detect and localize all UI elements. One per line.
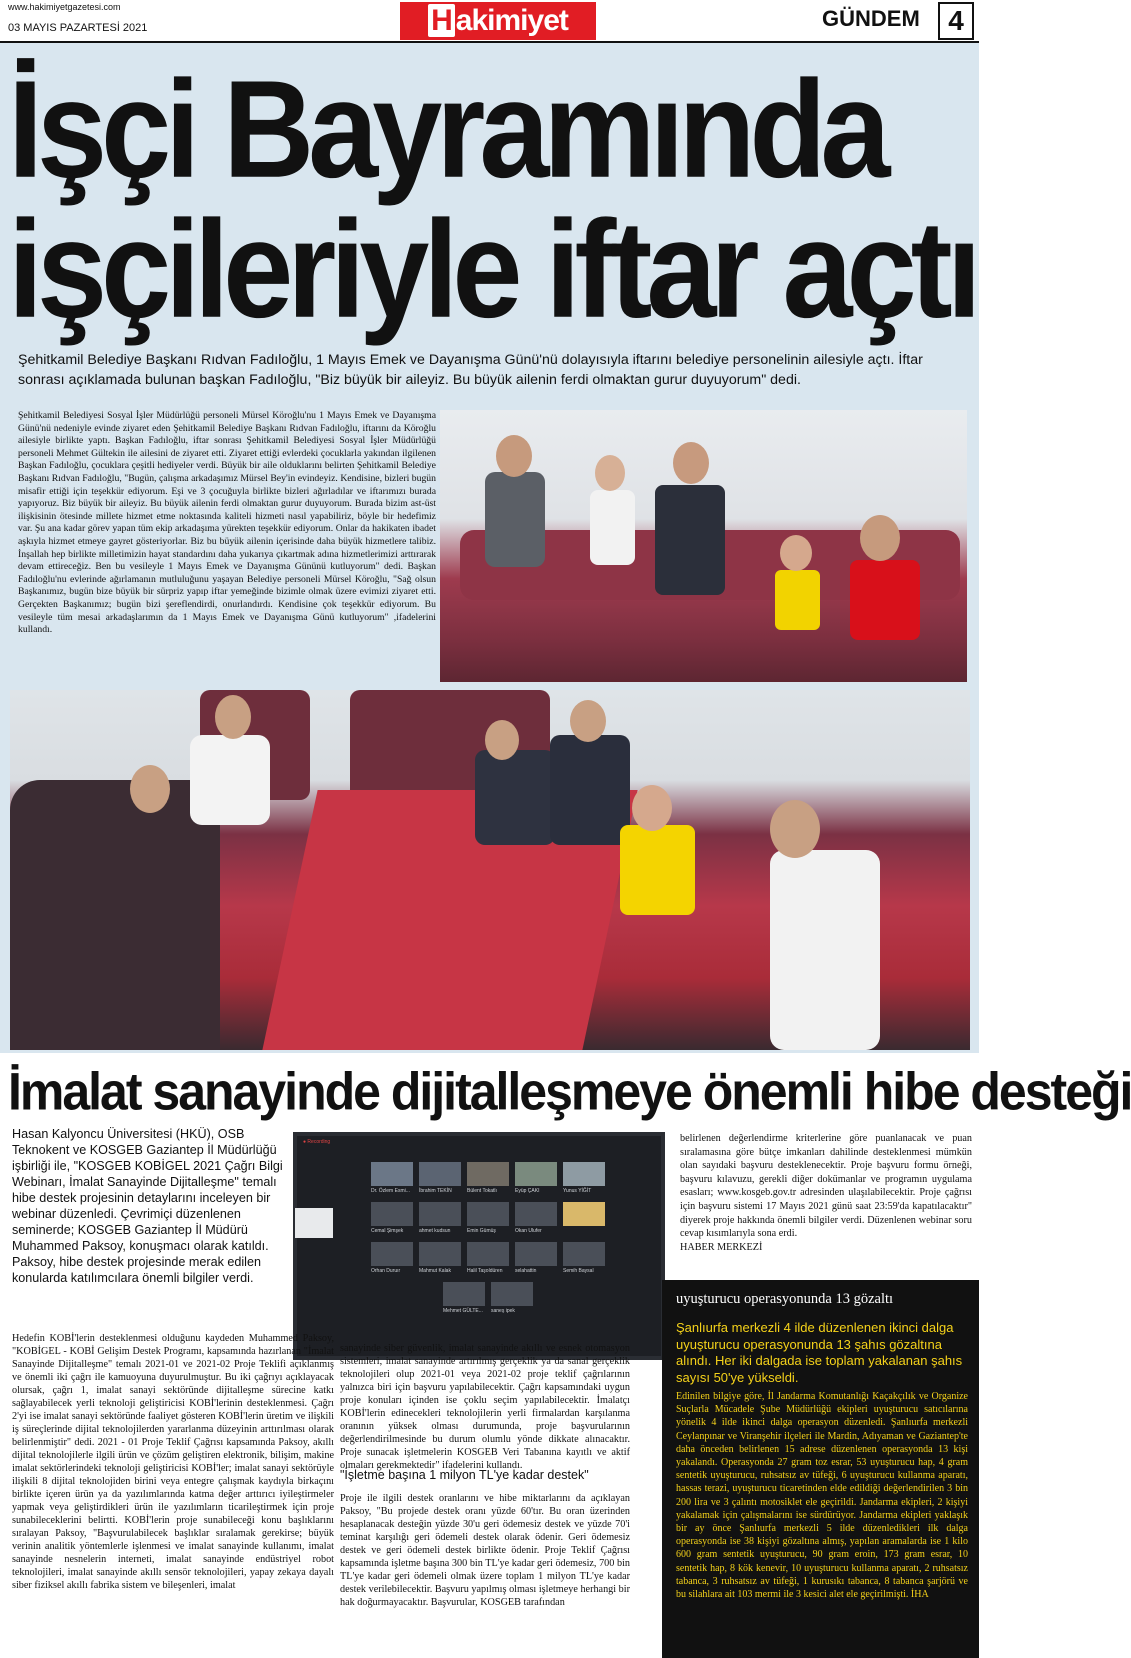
participant-name: Emin Gümüş	[467, 1228, 496, 1234]
participant-name: Okan Ulufer	[515, 1228, 542, 1234]
website-url[interactable]: www.hakimiyetgazetesi.com	[8, 2, 121, 12]
participant-name: Yunus YİĞİT	[563, 1188, 592, 1194]
participant-name: Orhan Duruır	[371, 1268, 401, 1274]
participant-avatar	[563, 1202, 605, 1226]
shared-screen-thumbnail	[295, 1208, 333, 1238]
participant-name: Cemal Şimşek	[371, 1228, 404, 1234]
article1-headline-line2: işçileriyle iftar açtı	[8, 191, 976, 347]
participant-tile	[515, 1202, 557, 1226]
participant-name: Eyüp ÇAKI	[515, 1188, 540, 1194]
participant-tile	[563, 1242, 605, 1266]
article2-body-col2: sanayinde siber güvenlik, imalat sanayinde akıllı ve esnek otomasyon sistemleri, imalat sanayinde artırılmış gerçeklik ya da sanal gerçeklik teknolojileri olup 2021-01 veya 2021-02 proje teklif çağrılarının yalnızca biri için başvuru yapılabilecektir. Çağrı kapsamındaki uygun proje konuları içinden ise çoklu seçim yapılabilecektir. İmalatçı KOBİ'lerin edinecekleri teknolojilerin yerli firmalardan karşılanma oranının yüksek olması durumunda, proje başvurularının değerlendirilmesinde bu durum olumlu yönde dikkate alınacaktır. Proje sunacak işletmelerin KOSGEB Veri Tabanına kayıtlı ve aktif olmaları gerekmektedir" ifadelerini kullandı.	[340, 1343, 630, 1471]
participant-video	[419, 1162, 461, 1186]
article2-body-col3: Proje ile ilgili destek oranlarını ve hibe miktarlarını da açıklayan Paksoy, "Bu projede destek oranı yüzde 60'tır. Bu oran üzerinden hesaplanacak desteğin yüzde 30'u geri ödemesiz destek ve yüzde 70'i teminat karşılığı geri ödemeli destek olarak ödenir. Geri ödemesiz destek ve geri ödemeli destek birlikte ödenir. Proje Teklif Çağrısı kapsamında işletme başına 300 bin TL'ye kadar geri ödemesiz, 700 bin TL'ye kadar geri ödemeli olmak üzere toplam 1 milyon TL'ye kadar destek verilebilecektir. Başvuru yapılmış olması işletmeye herhangi bir hak doğurmayacaktır. Başvurular, KOSGEB tarafından	[340, 1493, 630, 1608]
article2-subheading: "İşletme başına 1 milyon TL'ye kadar destek"	[340, 1468, 589, 1482]
article1-body: Şehitkamil Belediyesi Sosyal İşler Müdürlüğü personeli Mürsel Köroğlu'nu 1 Mayıs Emek ve Dayanışma Günü'nü nedeniyle evinde ziyaret eden Şehitkamil Belediye Başkanı Rıdvan Fadıloğlu, iftarını da Köroğlu ailesiyle birlikte yaptı. Başkan Fadıloğlu, iftar sonrası Şehitkamil Belediyesi Sosyal İşler Müdürlüğü personeli Mehmet Gültekin ile ailesini de ziyaret etti. Ziyaret ettiği evlerdeki çocuklarla yakından ilgilenen Başkan Fadıloğlu, çocuklara çeşitli hediyeler verdi. Büyük bir aile olduklarını belirten Şehitkamil Belediye Başkanı Rıdvan Fadıloğlu, "Bugün, çalışma arkadaşımız Mürsel Bey'in evindeyiz. Kendisine, bizleri bugün misafir ettiği için teşekkür ediyorum. Eşi ve 3 çocuğuyla birlikte bizleri ağırladılar ve iftarımızı burada yapıyoruz. Biz büyük bir aileyiz. Bu büyük ailenin ferdi olmaktan gurur duyuyorum. Burada bizim ast-üst ilişkisinin ötesinde millete hizmet etme noktasında kaliteli hizmeti nasıl yapabiliriz, böyle bir hedefimiz var. Şu ana kadar görev yapan tüm ekip arkadaşıma yürekten teşekkür ediyorum. Onlar da hakikaten ibadet aşkıyla hizmet etmeye gayret gösteriyorlar. Biz bu büyük ailenin içerisinde daha büyük hizmetlere talibiz. İnşallah hep birlikte milletimizin hayat standardını daha yukarıya çıkartmak adına hizmetlerimizi arttırarak devam ettireceğiz. Ben bu vesileyle 1 Mayıs Emek ve Dayanışma Gününü kutluyorum" dedi. Başkan Fadıloğlu'nu evlerinde ağırlamanın mutluluğunu yaşayan Belediye personeli Mürsel Köroğlu, "Sağ olsun Başkanımız, bugün bize büyük bir sürpriz yapıp iftar yemeğinde bizimle olmak üzere evimizi ziyaret etti. Gerçekten Başkanımız; bugün bizi şereflendirdi, onurlandırdı. Kendisine çok teşekkür ediyorum. Bu vesileyle tüm mesai arkadaşlarımın da 1 Mayıs Emek ve Dayanışma Günü kutluyorum" ,ifadelerini kullandı.	[18, 410, 436, 636]
recording-indicator: ● Recording	[303, 1139, 331, 1145]
article2-headline: İmalat sanayinde dijitalleşmeye önemli hibe desteği	[8, 1062, 1131, 1121]
article1-lede: Şehitkamil Belediye Başkanı Rıdvan Fadıloğlu, 1 Mayıs Emek ve Dayanışma Günü'nü dolayısıyla iftarını belediye personelinin ailesiyle açtı. İftar sonrası açıklamada bulunan başkan Fadıloğlu, "Biz büyük bir aileyiz. Bu büyük ailenin ferdi olmaktan gurur duyuyorum" dedi.	[18, 352, 923, 388]
participant-tile	[443, 1282, 485, 1306]
newspaper-logo	[400, 2, 596, 40]
article2-byline: HABER MERKEZİ	[680, 1241, 763, 1253]
participant-name: Mehmet GÜLTE...	[443, 1308, 483, 1314]
participant-tile	[371, 1242, 413, 1266]
participant-tile	[467, 1242, 509, 1266]
participant-name: İbrahim TEKİN	[419, 1188, 452, 1194]
participant-name: Bülent Tokatlı	[467, 1188, 497, 1194]
participant-video	[371, 1162, 413, 1186]
webinar-screenshot	[293, 1132, 665, 1360]
participant-tile	[371, 1202, 413, 1226]
page-number: 4	[938, 2, 974, 40]
article2-right-column	[680, 1132, 972, 1254]
section-name: GÜNDEM	[822, 6, 920, 31]
article3-lede: Şanlıurfa merkezli 4 ilde düzenlenen ikinci dalga uyuşturucu operasyonunda 13 şahıs gözaltına alındı. Her iki dalgada ise toplam yakalanan şahıs sayısı 50'ye yükseldi.	[676, 1320, 963, 1385]
participant-name: Dr. Özlem Esmi...	[371, 1188, 410, 1194]
logo-text: akimiyet	[455, 4, 568, 37]
participant-tile	[467, 1202, 509, 1226]
participant-tile	[419, 1242, 461, 1266]
participant-name: Halil Taşoldüren	[467, 1268, 503, 1274]
recording-label: Recording	[307, 1139, 331, 1145]
participant-tile	[515, 1242, 557, 1266]
participant-tile	[491, 1282, 533, 1306]
article3-body: Edinilen bilgiye göre, İl Jandarma Komutanlığı Kaçakçılık ve Organize Suçlarla Mücadele Şube Müdürlüğü ekipleri uyuşturucu satıcılarına yönelik 4 ilde ikinci dalga operasyon düzenledi. Şanlıurfa merkezli Ceylanpınar ve Viranşehir ilçeleri ile Mardin, Adıyaman ve Gaziantep'te daha önceden belirlenen 15 adrese düzenlenen operasyonda 13 kişi yakalandı. Operasyonda 27 gram toz esrar, 53 uyuşturucu hap, 4 gram sentetik uyuşturucu, ruhsatsız av tüfeği, 6 uyuşturucu kullanma aparatı, hassas terazi, uyuşturucu ticaretinden elde edildiği değerlendirilen 3 bin 200 lira ve 3 çalıntı motosiklet ele geçirildi. Jandarma ekipleri, 2 kişiyi yakalamak için çalışmalarını ise sürdürüyor. Jandarma ekipleri yaklaşık bir ay önce Şanlıurfa merkezli 5 ilde düzenledikleri ilk dalga operasyonda ise 38 kişiyi gözaltına almış, yapılan aramalarda ise 1 kilo 600 gram sentetik uyuşturucu, 90 gram eroin, 173 gram esrar, 10 sentetik hap, 8 kök kenevir, 10 uyuşturucu kullanma aparatı, 2 ruhsatsız tabanca, 3 ruhsatsız av tüfeği, 1 kurusıkı tabanca, 8 tabanca şarjörü ve bu silahlara ait 103 mermi ile 3 kesici alet ele geçirilmişti. İHA	[676, 1391, 968, 1601]
article2-body-col1: Hedefin KOBİ'lerin desteklenmesi olduğunu kaydeden Muhammed Paksoy, "KOBİGEL - KOBİ Gelişim Destek Programı, kapsamında hazırlanan "İmalat Sanayinde Dijitalleşme" temalı 2021-01 ve 2021-02 Proje Teklifi açıklanmış ve önemli iki çağrı ile kamuoyuna duyurulmuştur. Bu iki çağrıyı açıklayacak olursak, çağrı 1, imalat sanayi sektöründe dijitalleşme sürecine katkı sağlayabilecek yerli teknoloji geliştiricisi KOBİ'lerinin desteklenmesi. Çağrı 2'yi ise imalat sanayi sektöründe faaliyet gösteren KOBİ'lerin üretim ve ilişkili iş süreçlerinde dijital teknolojilerden yararlanma düzeyinin arttırılması olarak belirlenmiştir" dedi. 2021 - 01 Proje Teklif Çağrısı kapsamında Paksoy, akıllı dijital teknolojilerle ilgili ürün ve çözüm geliştiren elektronik, bilişim, makine imalat sektörlerindeki teknoloji geliştiricisi KOBİ'ler; imalat sanayi sektörüyle ilişkili 8 dijital teknolojiden birini veya entegre çalışmak kaydıyla birkaçını birlikte içeren ürün ya da yazılımlarında katma değer arttırıcı iyileştirmeler yapmak veya geliştirdikleri ürün ile yazılımların ticarileştirmek için proje sunabileceklerini belirtti. KOBİ'lerin proje sunabileceği konu başlıklarını sıralayan Paksoy, "Başvurulabilecek başlıklar sıralamak gerekirse; büyük verinin analitik yöntemlerle işlenmesi ve imalat sanayinde kullanımı, imalat sanayinde nesnelerin interneti, imalat sanayinde endüstriyel robot teknolojileri, imalat sanayinde akıllı sensör teknolojileri, yapay zekaya dayalı siber fiziksel akıllı fabrika sistem ve bileşenleri, imalat	[12, 1333, 334, 1591]
article2-right-text: belirlenen değerlendirme kriterlerine göre puanlanacak ve puan sıralamasına göre bütçe imkanları dahilinde desteklenmesi mümkün olan sayıdaki başvuru desteklenecektir. Proje başvuru formu örneği, başvuru kılavuzu, gerekli diğer dokümanlar ve programın uygulama esasları; www.kosgeb.gov.tr adresinden ulaşılabilecektir. Proje çağrısı için başvuru sistemi 17 Mayıs 2021 günü saat 23:59'da kapatılacaktır" diyerek proje hakkında önemli bilgiler verdi. Düzenlenen webinar soru cevap kısımlarıyla sona erdi.	[680, 1133, 972, 1240]
family-visit-photo	[440, 410, 967, 682]
article2-lede: Hasan Kalyoncu Üniversitesi (HKÜ), OSB Teknokent ve KOSGEB Gaziantep İl Müdürlüğü işbirliği ile, "KOSGEB KOBİGEL 2021 Çağrı Bilgi Webinarı, İmalat Sanayinde Dijitalleşme" temalı hibe destek projesinin detaylarını inceleyen bir webinar düzenledi. Çevrimiçi düzenlenen seminerde; KOSGEB Gaziantep İl Müdürü Muhammed Paksoy, konuşmacı olarak katıldı. Paksoy, hibe destek projesinde merak edilen konularda katılımcılara önemli bilgiler verdi.	[12, 1127, 283, 1285]
webinar-window	[297, 1136, 661, 1356]
participant-video	[563, 1162, 605, 1186]
logo-letter: H	[428, 4, 455, 37]
participant-name: selahattin	[515, 1268, 537, 1274]
participant-name: Mahmut Kalak	[419, 1268, 451, 1274]
iftar-dinner-photo	[10, 690, 970, 1050]
participant-name: Semih Baysal	[563, 1268, 594, 1274]
article1-headline-line1: İşçi Bayramında	[8, 51, 885, 207]
issue-date: 03 MAYIS PAZARTESİ 2021	[8, 22, 148, 34]
participant-name: ahmet kudsun	[419, 1228, 451, 1234]
article3-headline: uyuşturucu operasyonunda 13 gözaltı	[676, 1291, 894, 1307]
participant-video	[467, 1162, 509, 1186]
participant-video	[515, 1162, 557, 1186]
participant-name: saneş ipek	[491, 1308, 515, 1314]
participant-tile	[419, 1202, 461, 1226]
